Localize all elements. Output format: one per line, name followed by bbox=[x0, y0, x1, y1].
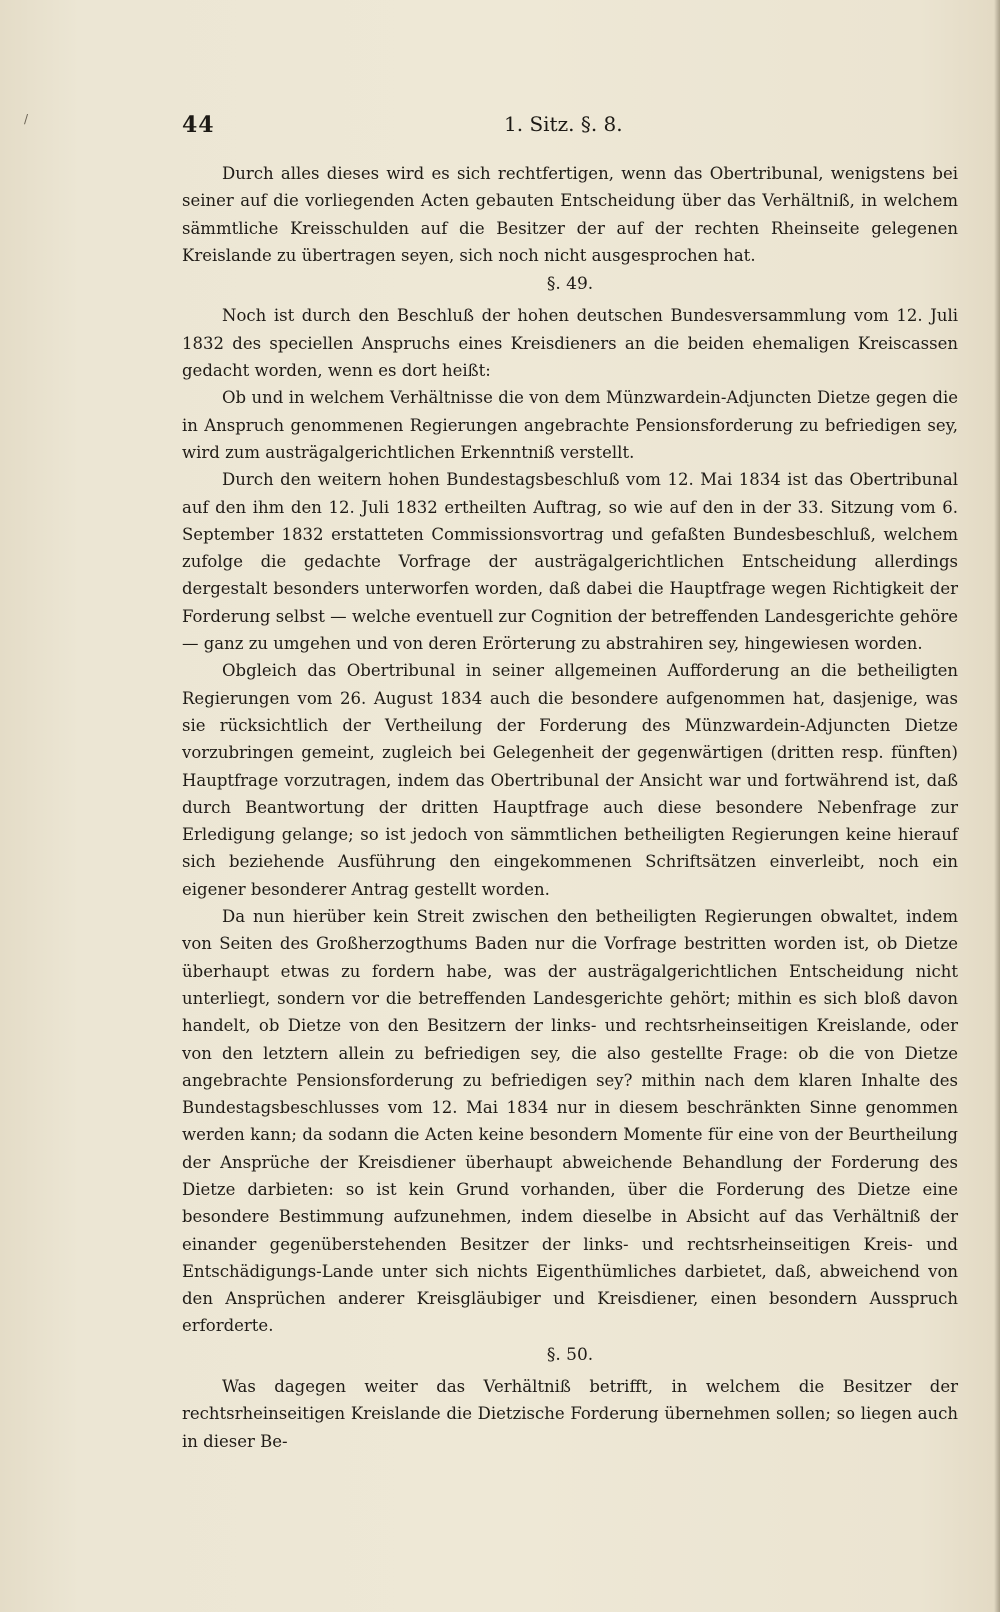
margin-mark: / bbox=[24, 112, 29, 126]
section-heading-49: §. 49. bbox=[546, 274, 594, 295]
page-number: 44 bbox=[182, 112, 215, 138]
body-text bbox=[182, 160, 958, 1455]
paragraph: Durch alles dieses wird es sich rechtfertigen, wenn das Obertribunal, wenigstens bei seiner auf die vorliegenden Acten gebauten Entscheidung über das Verhältniß, in welchem sämmtliche Kreisschulden auf die Besitzer der auf der rechten Rheinseite gelegenen Kreislande zu übertragen seyen, sich noch nicht ausgesprochen hat. bbox=[182, 164, 958, 265]
quoted-paragraph: Ob und in welchem Verhältnisse die von dem Münzwardein-Adjuncten Dietze gegen die in Anspruch genommenen Regierungen angebrachte Pensionsforderung zu befriedigen sey, wird zum austrägalgerichtlichen Erkenntniß verstellt. bbox=[182, 388, 958, 462]
paragraph: Noch ist durch den Beschluß der hohen deutschen Bundesversammlung vom 12. Juli 1832 des speciellen Anspruchs eines Kreisdieners an die beiden ehemaligen Kreiscassen gedacht worden, wenn es dort heißt: bbox=[182, 306, 958, 381]
section-heading-50: §. 50. bbox=[546, 1344, 594, 1365]
paragraph: Durch den weitern hohen Bundestagsbeschluß vom 12. Mai 1834 ist das Obertribunal auf den ihm den 12. Juli 1832 ertheilten Auftrag, so wie auf den in der 33. Sitzung vom 6. September 1832 erstatteten Commissionsvortrag und gefaßten Bundesbeschluß, welchem zufolge die gedachte Vorfrage der austrägalgerichtlichen Entscheidung allerdings dergestalt besonders unterworfen worden, daß dabei die Hauptfrage wegen Richtigkeit der Forderung selbst — welche eventuell zur Cognition der betreffenden Landesgerichte gehöre — ganz zu umgehen und von deren Erörterung zu abstrahiren sey, hingewiesen worden. bbox=[182, 470, 958, 654]
running-head: 1. Sitz. §. 8. bbox=[504, 112, 623, 136]
page-edge-shadow bbox=[994, 0, 1000, 1612]
paragraph: Obgleich das Obertribunal in seiner allgemeinen Aufforderung an die betheiligten Regierungen vom 26. August 1834 auch die besondere aufgenommen hat, dasjenige, was sie rücksichtlich der Vertheilung der Forderung des Münzwardein-Adjuncten Dietze vorzubringen gemeint, zugleich bei Gelegenheit der gegenwärtigen (dritten resp. fünften) Hauptfrage vorzutragen, indem das Obertribunal der Ansicht war und fortwährend ist, daß durch Beantwortung der dritten Hauptfrage auch diese besondere Nebenfrage zur Erledigung gelange; so ist jedoch von sämmtlichen betheiligten Regierungen keine hierauf sich beziehende Ausführung den eingekommenen Schriftsätzen einverleibt, noch ein eigener besonderer Antrag gestellt worden. bbox=[182, 661, 958, 899]
paragraph: Da nun hierüber kein Streit zwischen den betheiligten Regierungen obwaltet, indem von Seiten des Großherzogthums Baden nur die Vorfrage bestritten worden ist, ob Dietze überhaupt etwas zu fordern habe, was der austrägalgerichtlichen Entscheidung nicht unterliegt, sondern vor die betreffenden Landesgerichte gehört; mithin es sich bloß davon handelt, ob Dietze von den Besitzern der links- und rechtsrheinseitigen Kreislande, oder von den letztern allein zu befriedigen sey, die also gestellte Frage: ob die von Dietze angebrachte Pensionsforderung zu befriedigen sey? mithin nach dem klaren Inhalte des Bundestagsbeschlusses vom 12. Mai 1834 nur in diesem beschränkten Sinne genommen werden kann; da sodann die Acten keine besondern Momente für eine von der Beurtheilung der Ansprüche der Kreisdiener überhaupt abweichende Behandlung der Forderung des Dietze darbieten: so ist kein Grund vorhanden, über die Forderung des Dietze eine besondere Bestimmung aufzunehmen, indem dieselbe in Absicht auf das Verhältniß der einander gegenüberstehenden Besitzer der links- und rechtsrheinseitigen Kreis- und Entschädigungs-Lande unter sich nichts Eigenthümliches darbietet, daß, abweichend von den Ansprüchen anderer Kreisgläubiger und Kreisdiener, einen besondern Ausspruch erforderte. bbox=[182, 907, 958, 1336]
paragraph: Was dagegen weiter das Verhältniß betrifft, in welchem die Besitzer der rechtsrheinseitigen Kreislande die Dietzische Forderung übernehmen sollen; so liegen auch in dieser Be- bbox=[182, 1377, 958, 1451]
page-header bbox=[182, 112, 962, 152]
